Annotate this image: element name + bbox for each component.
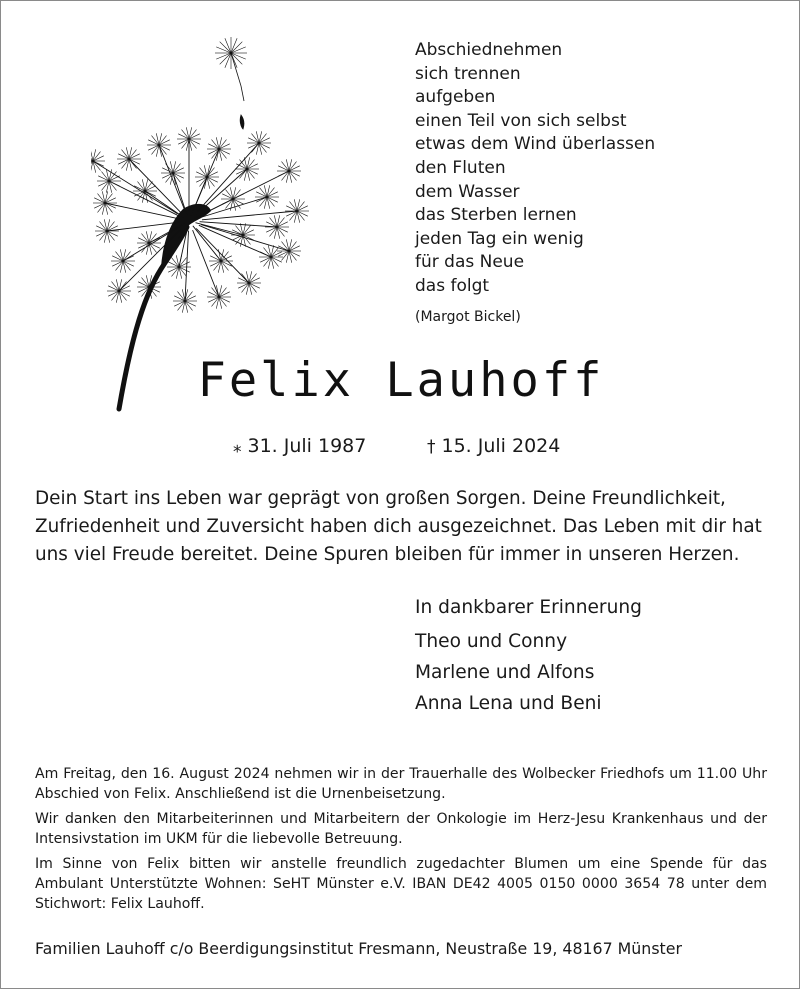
poem-line: das Sterben lernen xyxy=(415,205,577,226)
poem-line: für das Neue xyxy=(415,252,525,273)
birth-date xyxy=(233,435,366,457)
poem-lines xyxy=(415,39,655,299)
signer-name: Theo und Conny xyxy=(415,631,568,652)
poem xyxy=(415,39,655,329)
signer-name: Marlene und Alfons xyxy=(415,662,595,683)
poem-line: dem Wasser xyxy=(415,181,520,202)
signer-name: Anna Lena und Beni xyxy=(415,693,602,714)
poem-line: Abschiednehmen xyxy=(415,40,563,60)
death-date-text: 15. Juli 2024 xyxy=(441,435,561,457)
info-paragraph: Wir danken den Mitarbeiterinnen und Mitarbeitern der Onkologie im Herz-Jesu Krankenhaus und der Intensivstation im UKM für die liebevolle Betreuung. xyxy=(35,811,767,847)
birth-star-icon: ⁎ xyxy=(233,437,242,457)
funeral-info xyxy=(35,764,767,919)
info-paragraph: Im Sinne von Felix bitten wir anstelle freundlich zugedachter Blumen um eine Spende für das Ambulant Unterstützte Wohnen: SeHT Münster e.V. IBAN DE42 4005 0150 0000 3654 78 unter dem Stichwort: Felix Lauhoff. xyxy=(35,856,767,912)
tribute-text: Dein Start ins Leben war geprägt von großen Sorgen. Deine Freundlichkeit, Zufriedenheit und Zuversicht haben dich ausgezeichnet. Das Leben mit dir hat uns viel Freude bereitet. Deine Spuren bleiben für immer in unseren Herzen. xyxy=(35,488,762,565)
death-date xyxy=(427,435,560,457)
poem-line: aufgeben xyxy=(415,87,496,108)
poem-author: (Margot Bickel) xyxy=(415,308,521,325)
death-cross-icon: † xyxy=(427,437,436,457)
signer-list xyxy=(415,626,642,719)
poem-line: einen Teil von sich selbst xyxy=(415,110,627,131)
birth-date-text: 31. Juli 1987 xyxy=(247,435,367,457)
signers xyxy=(415,597,642,719)
poem-line: etwas dem Wind überlassen xyxy=(415,134,656,155)
flying-seed xyxy=(215,37,247,129)
deceased-name: Felix Lauhoff xyxy=(197,353,605,408)
poem-line: sich trennen xyxy=(415,63,521,84)
family-address: Familien Lauhoff c/o Beerdigungsinstitut Fresmann, Neustraße 19, 48167 Münster xyxy=(35,939,682,958)
info-paragraph: Am Freitag, den 16. August 2024 nehmen wir in der Trauerhalle des Wolbecker Friedhofs um 11.00 Uhr Abschied von Felix. Anschließend ist die Urnenbeisetzung. xyxy=(35,766,767,802)
dandelion-seeds xyxy=(91,127,309,312)
signers-intro: In dankbarer Erinnerung xyxy=(415,597,642,618)
poem-line: jeden Tag ein wenig xyxy=(415,228,584,249)
poem-line: das folgt xyxy=(415,275,490,296)
poem-line: den Fluten xyxy=(415,157,506,178)
